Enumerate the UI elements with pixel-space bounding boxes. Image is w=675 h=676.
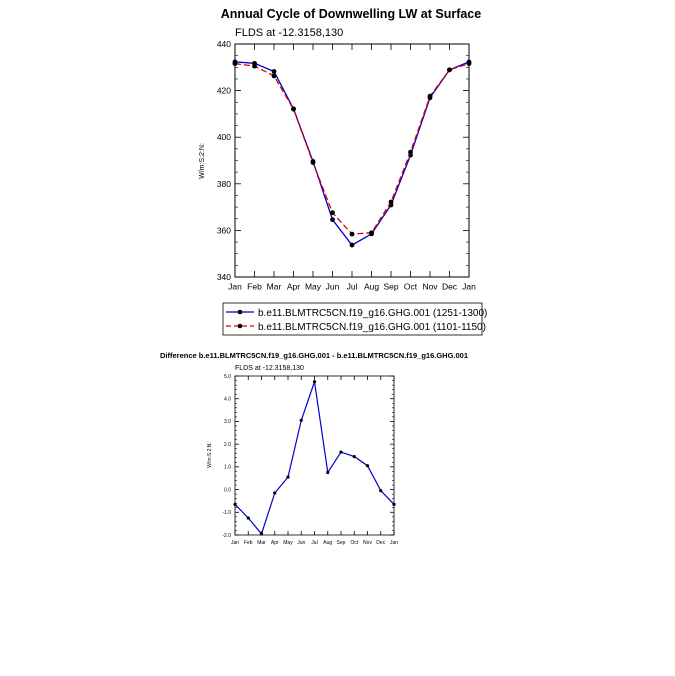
series-2-point [291, 107, 296, 112]
chart2-ylabel: W/m:S:2:N: [207, 442, 213, 468]
series-2-point [350, 232, 355, 237]
series-1-point [339, 450, 342, 453]
legend-marker-2 [238, 324, 243, 329]
chart1-axes [217, 39, 476, 292]
series-1-point [366, 464, 369, 467]
y-tick-label: -1.0 [222, 510, 231, 517]
y-tick-label: 0.0 [224, 487, 231, 494]
series-1-point [330, 217, 335, 222]
x-tick-label: Nov [363, 540, 372, 546]
series-1-point [350, 243, 355, 248]
series-1-point [392, 503, 395, 506]
chart2-title: Difference b.e11.BLMTRC5CN.f19_g16.GHG.001 - b.e11.BLMTRC5CN.f19_g16.GHG.001 [159, 351, 469, 360]
x-tick-label: Sep [336, 540, 346, 546]
series-1-point [273, 491, 276, 494]
chart2-series [233, 380, 395, 535]
y-tick-label: 400 [216, 132, 231, 143]
series-1-point [233, 503, 236, 506]
x-tick-label: Jan [389, 540, 399, 546]
series-2-point [272, 74, 277, 79]
x-tick-label: Aug [323, 540, 333, 546]
series-2-point [428, 94, 433, 99]
series-2-point [408, 150, 413, 155]
chart1-subtitle: FLDS at -12.3158,130 [235, 27, 344, 39]
x-tick-label: May [283, 540, 293, 546]
x-tick-label: Jul [311, 540, 318, 546]
y-tick-label: 360 [216, 225, 231, 236]
x-tick-label: Jun [297, 540, 306, 546]
y-tick-label: 380 [216, 178, 231, 189]
series-1-point [286, 475, 289, 478]
y-tick-label: 3.0 [224, 419, 231, 426]
series-1-point [260, 532, 263, 535]
x-tick-label: Aug [363, 281, 380, 292]
chart2-subtitle: FLDS at -12.3158,130 [235, 365, 304, 372]
annual-cycle-chart [199, 7, 487, 335]
series-2-point [233, 61, 238, 66]
x-tick-label: Dec [441, 281, 458, 292]
series-2-point [447, 67, 452, 72]
series-2-point [467, 61, 472, 66]
difference-chart [160, 351, 468, 546]
series-2-point [330, 210, 335, 215]
x-tick-label: Feb [243, 540, 253, 546]
x-tick-label: Feb [247, 281, 262, 292]
x-tick-label: Mar [257, 540, 266, 546]
series-2-point [311, 160, 316, 165]
chart1-ylabel: W/m:S:2:N: [199, 143, 206, 179]
y-tick-label: 420 [216, 85, 231, 96]
series-1-point [379, 489, 382, 492]
y-tick-label: 1.0 [224, 464, 231, 471]
series-1-point [300, 419, 303, 422]
series-line-1 [235, 62, 469, 245]
series-1-point [313, 380, 316, 383]
x-tick-label: Oct [403, 281, 418, 292]
series-1-point [272, 69, 277, 74]
chart1-title: Annual Cycle of Downwelling LW at Surface [220, 7, 482, 21]
legend-marker-1 [238, 310, 243, 315]
x-tick-label: Jan [228, 281, 242, 292]
x-tick-label: Sep [383, 281, 399, 292]
legend-label-1: b.e11.BLMTRC5CN.f19_g16.GHG.001 (1251-1300) [258, 308, 488, 319]
x-tick-label: Jun [325, 281, 340, 292]
x-tick-label: Apr [286, 281, 301, 292]
x-tick-label: May [304, 281, 322, 292]
series-1-point [247, 516, 250, 519]
y-tick-label: 440 [216, 38, 231, 49]
y-tick-label: 4.0 [224, 396, 231, 403]
series-2-point [389, 200, 394, 205]
y-tick-label: 2.0 [224, 441, 231, 448]
y-tick-label: 340 [216, 271, 231, 282]
y-tick-label: 5.0 [224, 373, 231, 380]
chart1-legend [223, 303, 487, 335]
series-1-point [326, 471, 329, 474]
x-tick-label: Oct [350, 540, 359, 546]
x-tick-label: Jul [346, 281, 358, 292]
chart1-series [233, 60, 472, 248]
plot-frame [235, 44, 469, 277]
x-tick-label: Nov [422, 281, 438, 292]
x-tick-label: Jan [230, 540, 240, 546]
series-1-point [353, 455, 356, 458]
x-tick-label: Jan [462, 281, 476, 292]
series-line-2 [235, 64, 469, 235]
series-line-1 [235, 382, 394, 534]
series-2-point [252, 64, 257, 69]
series-2-point [369, 230, 374, 235]
x-tick-label: Apr [270, 540, 279, 546]
y-tick-label: -2.0 [222, 532, 231, 539]
x-tick-label: Dec [376, 540, 386, 546]
legend-label-2: b.e11.BLMTRC5CN.f19_g16.GHG.001 (1101-1150) [258, 322, 486, 333]
x-tick-label: Mar [266, 281, 282, 292]
chart2-axes [222, 374, 398, 546]
plot-frame [235, 376, 394, 535]
